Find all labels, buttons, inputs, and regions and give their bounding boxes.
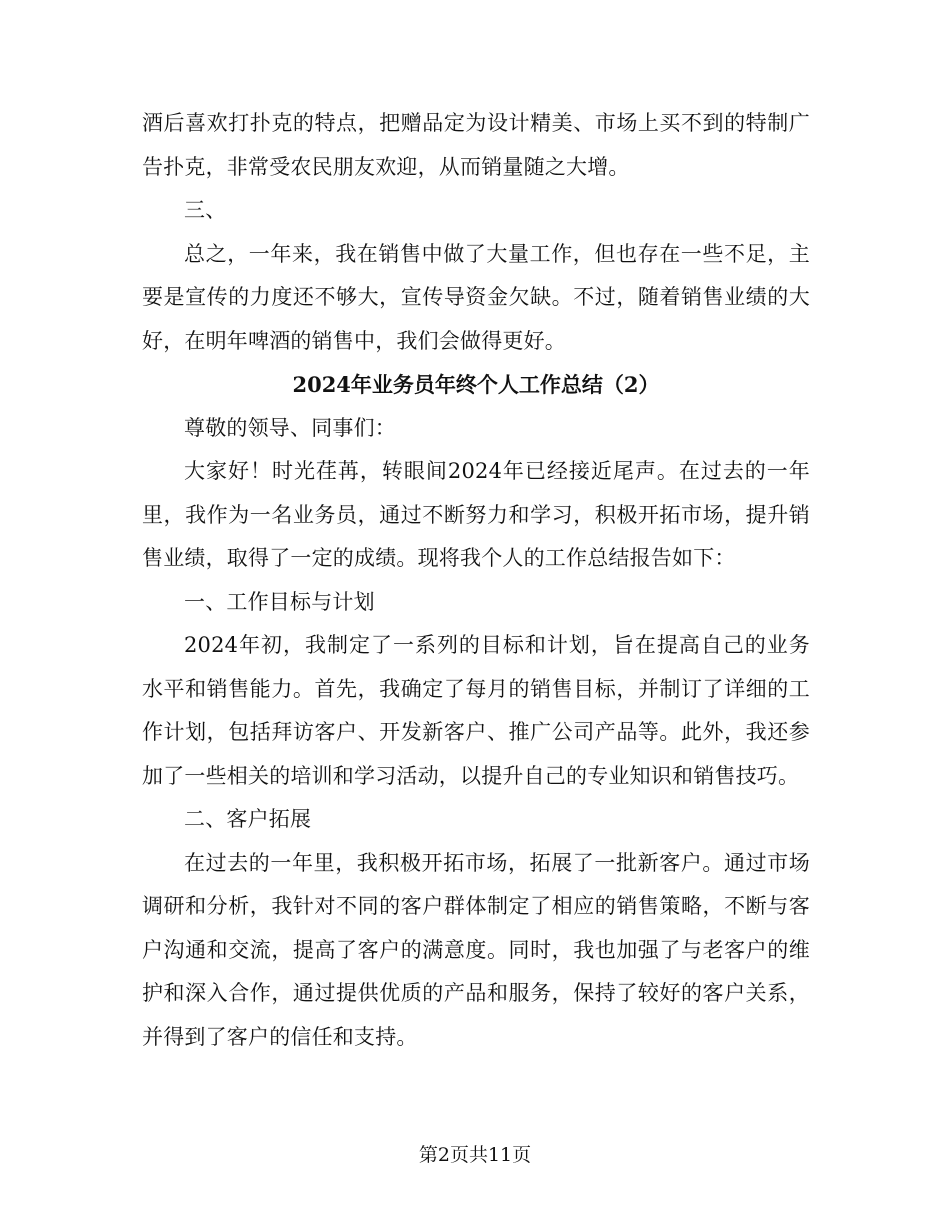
intro-paragraph: 大家好！时光荏苒，转眼间2024年已经接近尾声。在过去的一年里，我作为一名业务员，通过不断努力和学习，积极开拓市场，提升销售业绩，取得了一定的成绩。现将我个人的工作总结报告如下： [142,459,810,570]
goals-paragraph: 2024年初，我制定了一系列的目标和计划，旨在提高自己的业务水平和销售能力。首先，我确定了每月的销售目标，并制订了详细的工作计划，包括拜访客户、开发新客户、推广公司产品等。此外，我还参加了一些相关的培训和学习活动，以提升自己的专业知识和销售技巧。 [142,633,810,788]
section-heading-goals: 一、工作目标与计划 [184,589,375,614]
summary-paragraph: 总之，一年来，我在销售中做了大量工作，但也存在一些不足，主要是宣传的力度还不够大，宣传导资金欠缺。不过，随着销售业绩的大好，在明年啤酒的销售中，我们会做得更好。 [142,241,810,353]
document-body [142,102,810,1059]
expansion-paragraph: 在过去的一年里，我积极开拓市场，拓展了一批新客户。通过市场调研和分析，我针对不同的客户群体制定了相应的销售策略，不断与客户沟通和交流，提高了客户的满意度。同时，我也加强了与老客户的维护和深入合作，通过提供优质的产品和服务，保持了较好的客户关系，并得到了客户的信任和支持。 [142,850,810,1049]
continuation-paragraph: 酒后喜欢打扑克的特点，把赠品定为设计精美、市场上买不到的特制广告扑克，非常受农民朋友欢迎，从而销量随之大增。 [142,111,810,179]
document-title: 2024年业务员年终个人工作总结（2） [292,372,660,397]
section-heading-expansion: 二、客户拓展 [184,807,312,831]
section-three-label: 三、 [184,198,227,222]
salutation: 尊敬的领导、同事们： [184,415,396,440]
page-number-footer: 第2页共11页 [418,1144,532,1166]
